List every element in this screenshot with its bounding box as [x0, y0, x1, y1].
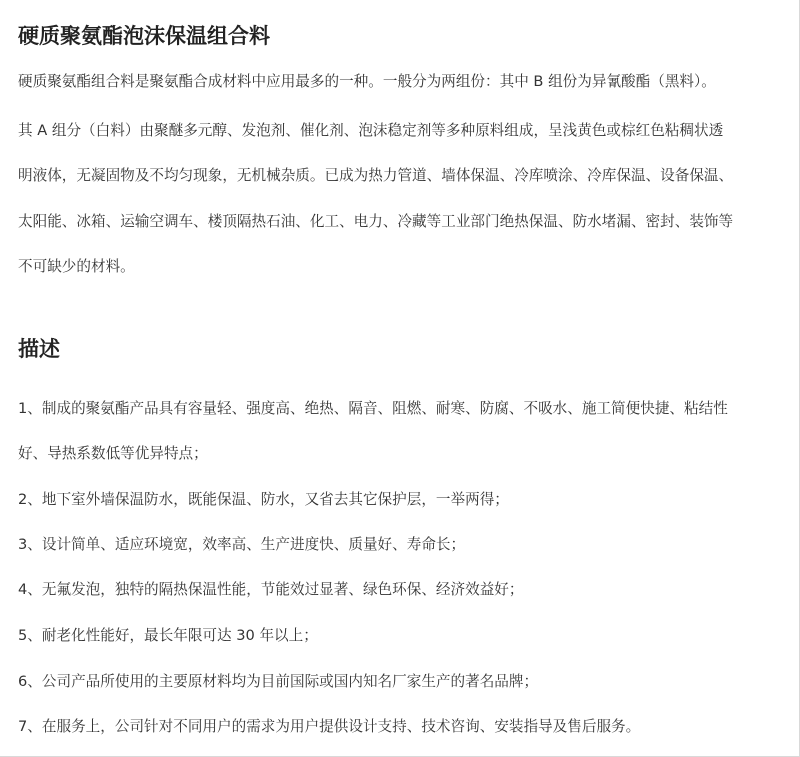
section-title-description: 描述: [18, 337, 60, 361]
description-line-7: 6、公司产品所使用的主要原材料均为目前国际或国内知名厂家生产的著名品牌；: [18, 673, 539, 690]
description-line-8: 7、在服务上，公司针对不同用户的需求为用户提供设计支持、技术咨询、安装指导及售后服务。: [18, 718, 641, 735]
intro-line-2: 其 A 组分（白料）由聚醚多元醇、发泡剂、催化剂、泡沫稳定剂等多种原料组成，呈浅黄色或棕红色粘稠状透: [18, 122, 724, 139]
section-title-intro: 硬质聚氨酯泡沫保温组合料: [18, 24, 270, 48]
description-line-4: 3、设计简单、适应环境宽，效率高、生产进度快、质量好、寿命长；: [18, 536, 466, 553]
description-line-6: 5、耐老化性能好，最长年限可达 30 年以上；: [18, 627, 318, 644]
intro-line-4: 太阳能、冰箱、运输空调车、楼顶隔热石油、化工、电力、冷藏等工业部门绝热保温、防水堵漏、密封、装饰等: [18, 213, 734, 230]
intro-line-3: 明液体，无凝固物及不均匀现象，无机械杂质。已成为热力管道、墙体保温、冷库喷涂、冷库保温、设备保温、: [18, 167, 734, 184]
intro-line-1: 硬质聚氨酯组合料是聚氨酯合成材料中应用最多的一种。一般分为两组份：其中 B 组份为异氰酸酯（黑料）。: [18, 73, 716, 90]
description-line-2: 好、导热系数低等优异特点；: [18, 445, 208, 462]
intro-line-5: 不可缺少的材料。: [18, 258, 135, 275]
description-line-3: 2、地下室外墙保温防水，既能保温、防水，又省去其它保护层，一举两得；: [18, 491, 509, 508]
description-line-1: 1、制成的聚氨酯产品具有容量轻、强度高、绝热、隔音、阻燃、耐寒、防腐、不吸水、施工简便快捷、粘结性: [18, 400, 728, 417]
description-line-5: 4、无氟发泡，独特的隔热保温性能，节能效过显著、绿色环保、经济效益好；: [18, 581, 524, 598]
